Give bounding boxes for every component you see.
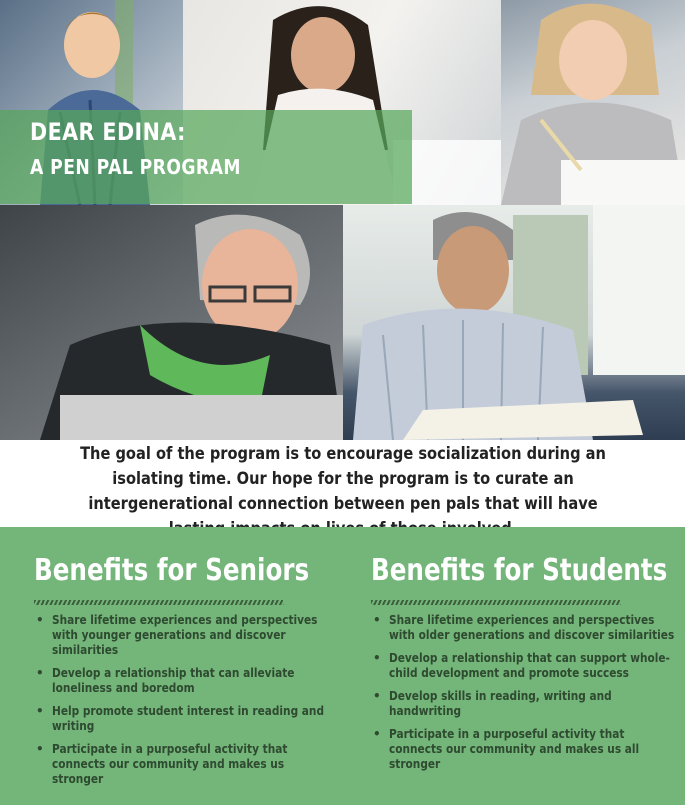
heading-divider bbox=[371, 600, 621, 605]
page-subtitle: A PEN PAL PROGRAM bbox=[30, 155, 241, 179]
students-benefits-list bbox=[371, 613, 676, 772]
senior-woman-writing-photo bbox=[0, 205, 343, 440]
bullet-icon: • bbox=[36, 613, 44, 627]
list-item: • Develop a relationship that can support whole-child development and promote success bbox=[373, 651, 670, 680]
seniors-heading: Benefits for Seniors bbox=[34, 553, 310, 588]
intro-paragraph: The goal of the program is to encourage socialization during an isolating time. Our hope for the program is to curate an intergenerational connection between pen pals that will have bbox=[80, 444, 606, 514]
bullet-icon: • bbox=[36, 704, 44, 718]
list-item: • Help promote student interest in reading and writing bbox=[36, 704, 325, 733]
seniors-benefits-column bbox=[34, 550, 339, 795]
bullet-icon: • bbox=[373, 613, 381, 627]
page-title: DEAR EDINA: bbox=[30, 118, 186, 146]
bullet-icon: • bbox=[36, 666, 44, 680]
seniors-benefits-list bbox=[34, 613, 339, 787]
bullet-icon: • bbox=[373, 651, 381, 665]
list-item: • Share lifetime experiences and perspectives with younger generations and discover similarities bbox=[36, 613, 318, 657]
students-benefits-column bbox=[371, 550, 676, 780]
bullet-icon: • bbox=[36, 742, 44, 756]
list-item: • Develop skills in reading, writing and handwriting bbox=[373, 689, 612, 718]
students-heading: Benefits for Students bbox=[371, 553, 668, 588]
bullet-icon: • bbox=[373, 727, 381, 741]
list-item: • Participate in a purposeful activity that connects our community and makes us stronger bbox=[36, 742, 288, 786]
young-girl-writing-photo bbox=[501, 0, 685, 205]
list-item: • Participate in a purposeful activity that connects our community and makes us all stronger bbox=[373, 727, 640, 771]
list-item: • Develop a relationship that can alleviate loneliness and boredom bbox=[36, 666, 295, 695]
senior-man-writing-photo bbox=[343, 205, 685, 440]
list-item: • Share lifetime experiences and perspectives with older generations and discover similarities bbox=[373, 613, 675, 642]
bullet-icon: • bbox=[373, 689, 381, 703]
heading-divider bbox=[34, 600, 284, 605]
